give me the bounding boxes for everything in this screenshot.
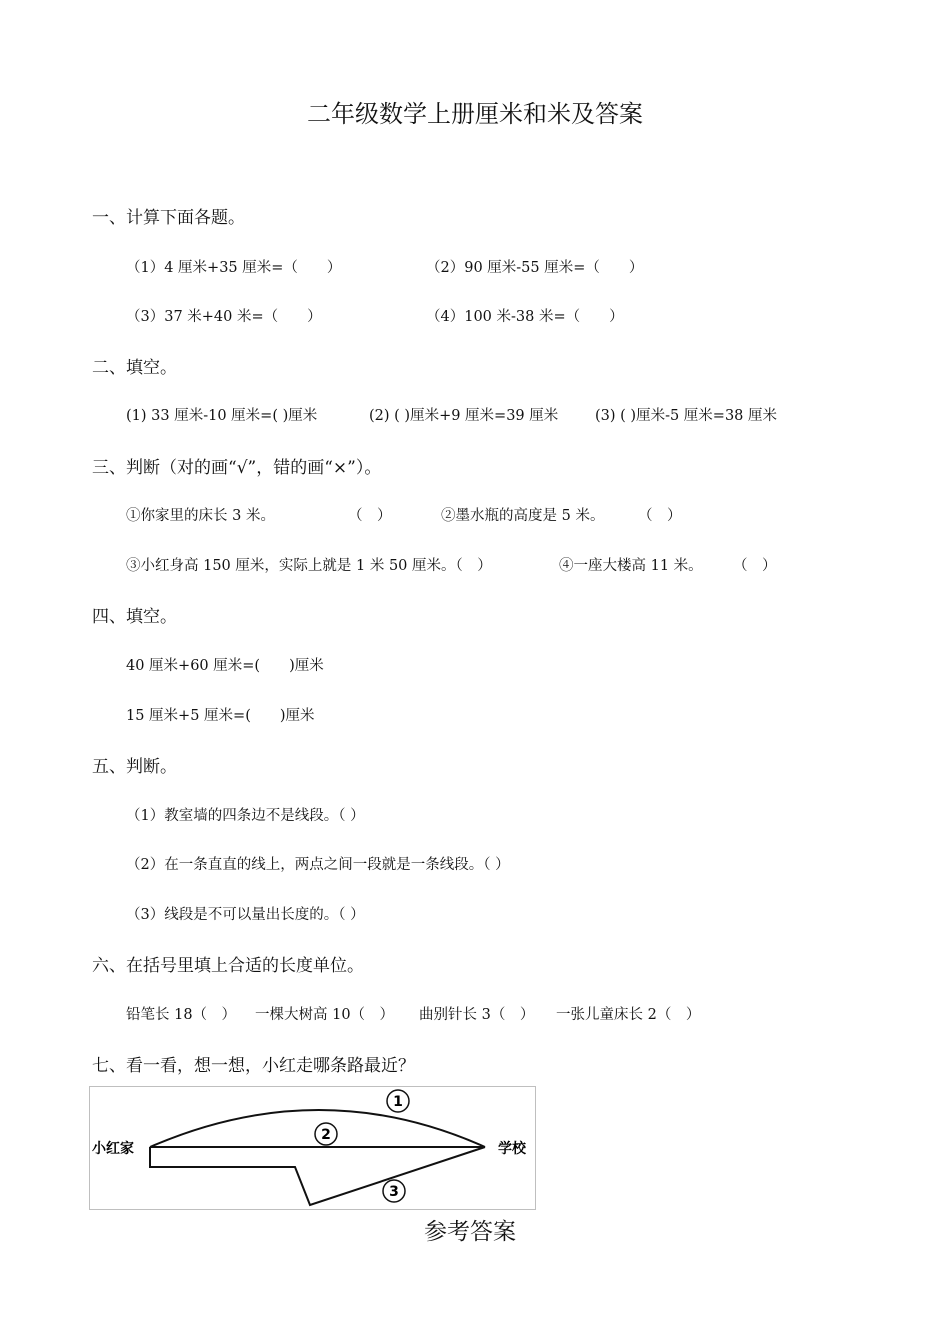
section-6-heading: 六、在括号里填上合适的长度单位。 [92, 956, 364, 976]
question-5-2: （2）在一条直直的线上，两点之间一段就是一条线段。（ ） [126, 857, 510, 873]
school-label: 学校 [498, 1141, 526, 1157]
question-6-2: 一棵大树高 10（ ） [255, 1007, 395, 1023]
question-2-1: (1) 33 厘米-10 厘米=( )厘米 [126, 408, 318, 424]
section-2-heading: 二、填空。 [92, 358, 177, 378]
route-3-path [150, 1147, 485, 1205]
answer-bracket-3-1: （ ） [348, 508, 392, 524]
question-5-1: （1）教室墙的四条边不是线段。（ ） [126, 808, 365, 824]
question-2-2: (2) ( )厘米+9 厘米=39 厘米 [369, 408, 559, 424]
section-5-heading: 五、判断。 [92, 757, 177, 777]
route-2-label: 2 [321, 1127, 331, 1143]
question-3-1: ①你家里的床长 3 米。 [126, 508, 275, 524]
section-3-heading: 三、判断（对的画“√”，错的画“×”）。 [92, 458, 382, 478]
route-3-label: 3 [389, 1184, 399, 1200]
question-1-4: （4）100 米-38 米=（ ） [426, 309, 624, 325]
question-2-3: (3) ( )厘米-5 厘米=38 厘米 [595, 408, 778, 424]
question-4-1: 40 厘米+60 厘米=( )厘米 [126, 658, 324, 674]
route-diagram-svg [90, 1087, 535, 1209]
answers-heading: 参考答案 [424, 1219, 516, 1245]
section-7-heading: 七、看一看，想一想，小红走哪条路最近？ [92, 1056, 415, 1076]
question-1-2: （2）90 厘米-55 厘米=（ ） [426, 260, 644, 276]
answer-bracket-3-2: （ ） [638, 508, 682, 524]
page-title: 二年级数学上册厘米和米及答案 [307, 100, 643, 128]
question-3-4: ④一座大楼高 11 米。 [559, 558, 703, 574]
home-label: 小红家 [92, 1141, 134, 1157]
section-1-heading: 一、计算下面各题。 [92, 208, 245, 228]
question-1-3: （3）37 米+40 米=（ ） [126, 309, 322, 325]
question-4-2: 15 厘米+5 厘米=( )厘米 [126, 708, 315, 724]
route-diagram [89, 1086, 536, 1210]
question-3-2: ②墨水瓶的高度是 5 米。 [441, 508, 605, 524]
question-1-1: （1）4 厘米+35 厘米=（ ） [126, 260, 342, 276]
question-5-3: （3）线段是不可以量出长度的。（ ） [126, 907, 365, 923]
question-6-1: 铅笔长 18（ ） [126, 1007, 237, 1023]
question-6-3: 曲别针长 3（ ） [419, 1007, 535, 1023]
route-1-label: 1 [393, 1094, 403, 1110]
section-4-heading: 四、填空。 [92, 607, 177, 627]
question-6-4: 一张儿童床长 2（ ） [556, 1007, 701, 1023]
question-3-3: ③小红身高 150 厘米，实际上就是 1 米 50 厘米。（ ） [126, 558, 492, 574]
answer-bracket-3-4: （ ） [733, 558, 777, 574]
